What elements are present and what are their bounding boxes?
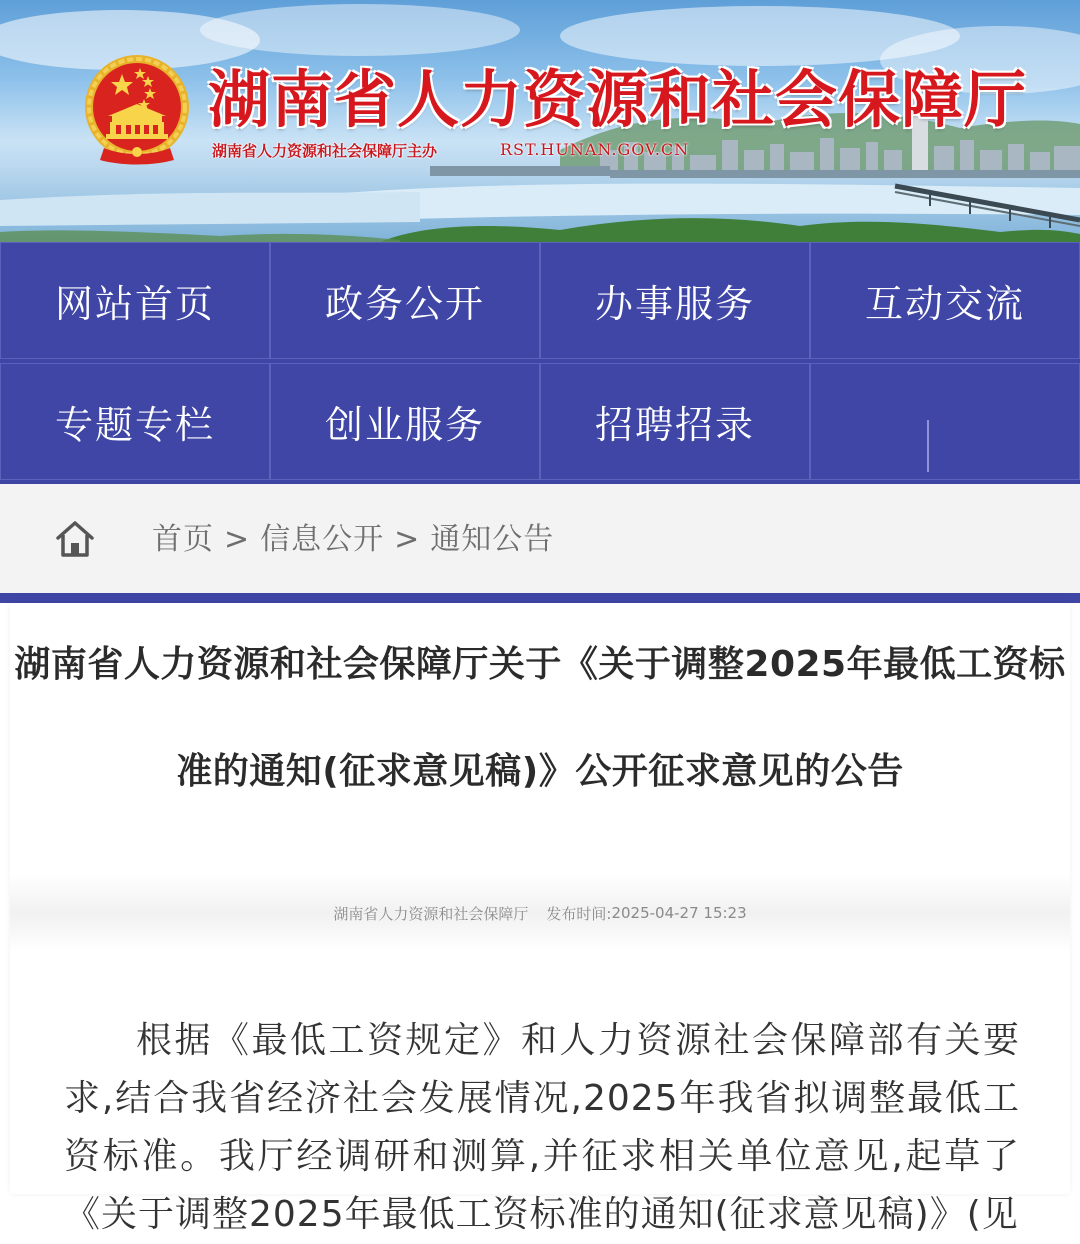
publish-time: 2025-04-27 15:23 <box>611 904 747 922</box>
site-banner <box>0 0 1080 242</box>
site-title: 湖南省人力资源和社会保障厅 <box>208 63 1028 136</box>
breadcrumb-notices[interactable]: 通知公告 <box>430 522 555 557</box>
breadcrumb-separator: > <box>394 522 421 557</box>
publish-time-label: 发布时间: <box>546 904 612 923</box>
national-emblem-icon <box>82 52 192 167</box>
breadcrumb-home[interactable]: 首页 <box>152 522 214 557</box>
breadcrumb <box>152 518 554 562</box>
article-accent-bar <box>0 593 1080 603</box>
nav-item-government-affairs[interactable]: 政务公开 <box>270 242 540 359</box>
home-icon[interactable] <box>54 519 96 559</box>
site-domain: RST.HUNAN.GOV.CN <box>500 140 690 159</box>
nav-empty-cell <box>810 363 1080 480</box>
breadcrumb-separator: > <box>224 522 251 557</box>
article-meta <box>10 874 1070 952</box>
nav-item-recruitment[interactable]: 招聘招录 <box>540 363 810 480</box>
article-body: 根据《最低工资规定》和人力资源社会保障部有关要求,结合我省经济社会发展情况,2025年我省拟调整最低工资标准。我厅经调研和测算,并征求相关单位意见,起草了《关于调整2025年最低工资标准的通知(征求意见稿)》(见 <box>64 1020 1020 1235</box>
nav-divider <box>927 420 929 472</box>
nav-item-special-topics[interactable]: 专题专栏 <box>0 363 270 480</box>
main-nav <box>0 242 1080 484</box>
article-source: 湖南省人力资源和社会保障厅 <box>333 904 529 923</box>
sponsor-text: 湖南省人力资源和社会保障厅主办 <box>212 142 438 160</box>
nav-item-entrepreneurship[interactable]: 创业服务 <box>270 363 540 480</box>
breadcrumb-info-disclosure[interactable]: 信息公开 <box>260 522 385 557</box>
nav-item-home[interactable]: 网站首页 <box>0 242 270 359</box>
nav-item-services[interactable]: 办事服务 <box>540 242 810 359</box>
article-title: 湖南省人力资源和社会保障厅关于《关于调整2025年最低工资标准的通知(征求意见稿)》公开征求意见的公告 <box>14 644 1066 792</box>
nav-item-interaction[interactable]: 互动交流 <box>810 242 1080 359</box>
